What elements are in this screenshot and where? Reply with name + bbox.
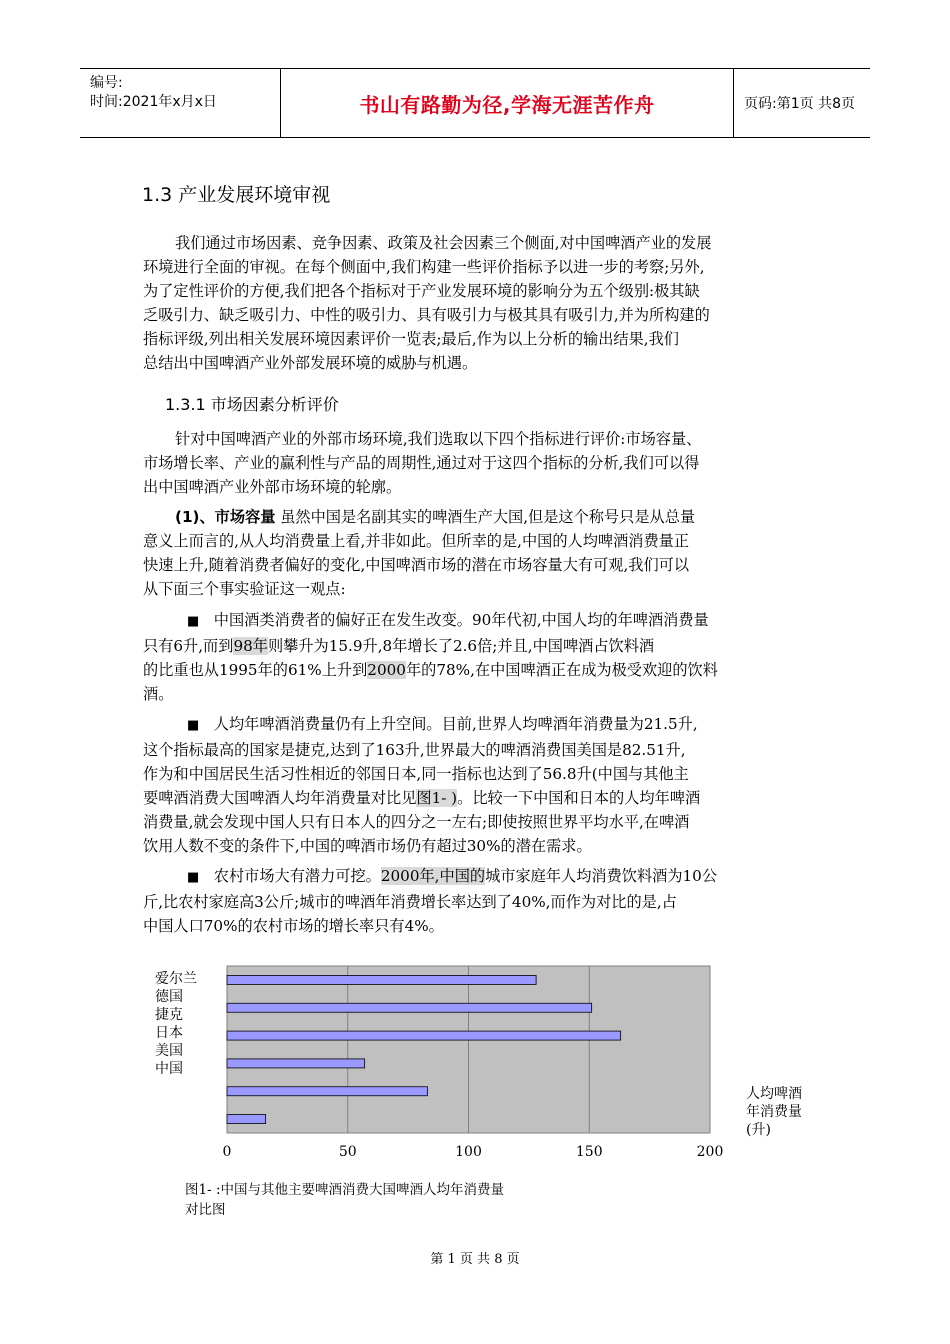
bullet-line: 斤,比农村家庭高3公斤;城市的啤酒年消费增长率达到了40%,而作为对比的是,占 [143, 893, 677, 911]
bar [227, 1003, 592, 1012]
bar [227, 1087, 427, 1096]
subsection-title: 1.3.1 市场因素分析评价 [165, 395, 339, 414]
intro-line: 我们通过市场因素、竞争因素、政策及社会因素三个侧面,对中国啤酒产业的发展 [175, 234, 712, 252]
bar [227, 1059, 365, 1068]
header-motto-cell [280, 69, 734, 137]
caption-line: 图1- :中国与其他主要啤酒消费大国啤酒人均年消费量 [185, 1182, 504, 1198]
bullet-line: 饮用人数不变的条件下,中国的啤酒市场仍有超过30%的潜在需求。 [143, 837, 592, 855]
category-label: 捷克 [155, 1007, 183, 1023]
x-tick-label: 50 [338, 1144, 357, 1160]
market-text: 虽然中国是名副其实的啤酒生产大国,但是这个称号只是从总量 [280, 508, 696, 526]
category-label: 爱尔兰 [155, 971, 197, 987]
bullet-text: 农村市场大有潜力可挖。 [213, 867, 381, 885]
bar [227, 1031, 621, 1040]
bullet-text: 人均年啤酒消费量仍有上升空间。目前,世界人均啤酒年消费量为21.5升, [213, 715, 698, 733]
legend-label: (升) [746, 1122, 771, 1138]
bar [227, 1115, 266, 1124]
bullet-line: 酒。 [143, 685, 174, 703]
bullet-text: 年的78%,在中国啤酒正在成为极受欢迎的饮料 [405, 661, 718, 679]
intro-line: 乏吸引力、缺乏吸引力、中性的吸引力、具有吸引力与极其具有吸引力,并为所构建的 [143, 306, 710, 324]
category-label: 日本 [155, 1025, 183, 1041]
category-label: 中国 [155, 1061, 183, 1077]
bullet-rural [143, 864, 809, 938]
number-label: 编号: [90, 75, 123, 91]
bullet-preference [143, 608, 809, 706]
bullet-line [143, 608, 809, 634]
bullet-square-icon: ■ [187, 614, 200, 629]
bullet-line [143, 864, 809, 890]
bullet-text: 城市家庭年人均消费饮料酒为10公 [485, 867, 718, 885]
intro-line: 指标评级,列出相关发展环境因素评价一览表;最后,作为以上分析的输出结果,我们 [143, 330, 679, 348]
bullet-square-icon: ■ [187, 718, 200, 733]
market-capacity-paragraph [143, 505, 809, 601]
bullet-line [143, 658, 809, 682]
page-header [80, 68, 870, 138]
time-label: 时间:2021年x月x日 [90, 94, 217, 110]
x-tick-label: 0 [222, 1144, 232, 1160]
x-tick-label: 150 [575, 1144, 603, 1160]
section-intro [143, 231, 809, 375]
bullet-text: 的比重也从1995年的61%上升到 [143, 661, 368, 679]
bullet-line [143, 786, 809, 810]
figure-caption [185, 1180, 605, 1220]
bullet-line: 这个指标最高的国家是捷克,达到了163升,世界最大的啤酒消费国美国是82.51升, [143, 741, 686, 759]
intro-line: 环境进行全面的审视。在每个侧面中,我们构建一些评价指标予以进一步的考察;另外, [143, 258, 705, 276]
bullet-text: 。比较一下中国和日本的人均年啤酒 [457, 789, 701, 807]
bullet-consumption [143, 712, 809, 858]
intro-line: 为了定性评价的方便,我们把各个指标对于产业发展环境的影响分为五个级别:极其缺 [143, 282, 700, 300]
motto: 书山有路勤为径,学海无涯苦作舟 [359, 92, 655, 117]
market-line: 快速上升,随着消费者偏好的变化,中国啤酒市场的潜在市场容量大有可观,我们可以 [143, 556, 690, 574]
bar [227, 975, 536, 984]
page-label: 页码:第1页 共8页 [744, 96, 855, 112]
category-label: 德国 [155, 989, 183, 1005]
market-line: 意义上而言的,从人均消费量上看,并非如此。但所幸的是,中国的人均啤酒消费量正 [143, 532, 690, 550]
page-footer: 第 1 页 共 8 页 [430, 1252, 520, 1267]
market-line: 从下面三个事实验证这一观点: [143, 580, 346, 598]
intro-line: 总结出中国啤酒产业外部发展环境的威胁与机遇。 [143, 354, 478, 372]
highlight: 2000 [367, 661, 406, 679]
x-tick-label: 200 [696, 1144, 724, 1160]
bullet-text: 中国酒类消费者的偏好正在发生改变。90年代初,中国人均的年啤酒消费量 [213, 611, 709, 629]
bullet-line: 作为和中国居民生活习性相近的邻国日本,同一指标也达到了56.8升(中国与其他主 [143, 765, 689, 783]
market-line [143, 505, 809, 529]
bullet-square-icon: ■ [187, 870, 200, 885]
legend-label: 年消费量 [746, 1104, 802, 1120]
header-meta [80, 69, 280, 137]
bullet-line [143, 712, 809, 738]
x-tick-label: 100 [455, 1144, 482, 1160]
figure-reference[interactable]: 图1- ) [416, 789, 458, 807]
bullet-line [143, 634, 809, 658]
bullet-line: 中国人口70%的农村市场的增长率只有4%。 [143, 917, 444, 935]
intro-line: 出中国啤酒产业外部市场环境的轮廓。 [143, 478, 402, 496]
caption-line: 对比图 [185, 1202, 226, 1218]
highlight: 98年 [233, 637, 268, 655]
bullet-text: 要啤酒消费大国啤酒人均年消费量对比见 [143, 789, 417, 807]
section-title: 1.3 产业发展环境审视 [142, 184, 331, 206]
category-label: 美国 [155, 1043, 183, 1059]
intro-line: 针对中国啤酒产业的外部市场环境,我们选取以下四个指标进行评价:市场容量、 [175, 430, 702, 448]
highlight: 2000年,中国的 [380, 867, 486, 885]
bullet-text: 只有6升,而到 [143, 637, 234, 655]
consumption-bar-chart [150, 958, 830, 1168]
bullet-line: 消费量,就会发现中国人只有日本人的四分之一左右;即使按照世界平均水平,在啤酒 [143, 813, 690, 831]
bullet-text: 则攀升为15.9升,8年增长了2.6倍;并且,中国啤酒占饮料酒 [267, 637, 655, 655]
intro-line: 市场增长率、产业的赢利性与产品的周期性,通过对于这四个指标的分析,我们可以得 [143, 454, 700, 472]
subsection-intro [143, 427, 809, 499]
market-capacity-label: (1)、市场容量 [175, 508, 276, 526]
legend-label: 人均啤酒 [746, 1086, 802, 1102]
